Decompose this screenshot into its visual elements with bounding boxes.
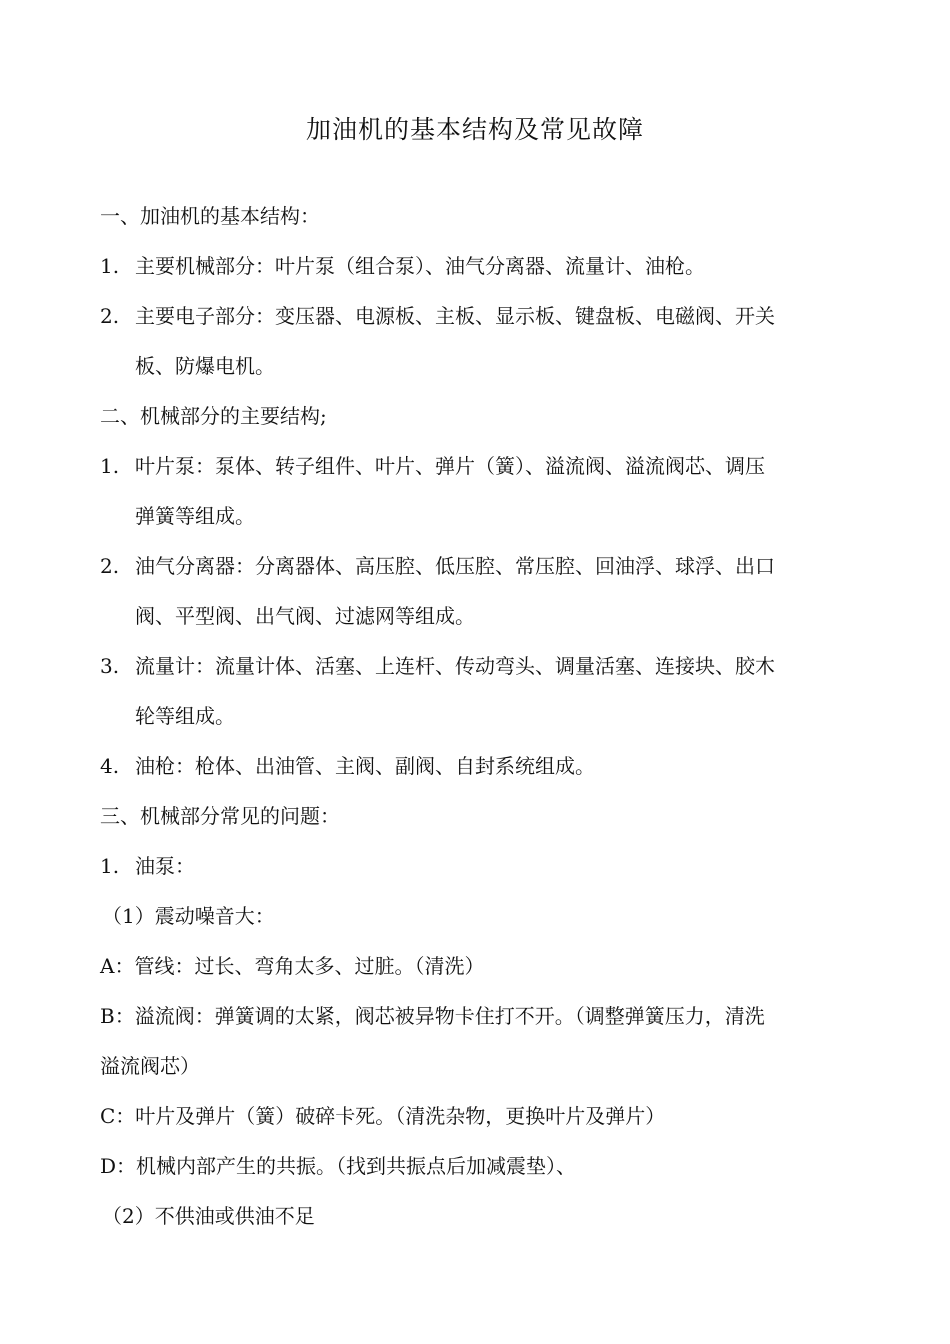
list-item bbox=[100, 441, 852, 491]
item-number: 2. bbox=[100, 554, 120, 578]
item-number: 1. bbox=[100, 854, 120, 878]
document-body bbox=[100, 191, 852, 1241]
item-text: 油枪：枪体、出油管、主阀、副阀、自封系统组成。 bbox=[135, 754, 595, 778]
cause-c: C：叶片及弹片（簧）破碎卡死。（清洗杂物，更换叶片及弹片） bbox=[100, 1104, 666, 1128]
item-text: 油泵： bbox=[135, 854, 195, 878]
item-text: 阀、平型阀、出气阀、过滤网等组成。 bbox=[135, 604, 475, 628]
list-item-continuation bbox=[100, 691, 852, 741]
item-number: 3. bbox=[100, 654, 120, 678]
cause-a: A：管线：过长、弯角太多、过脏。（清洗） bbox=[100, 954, 485, 978]
item-text: 弹簧等组成。 bbox=[135, 504, 255, 528]
subheading-1: （1）震动噪音大： bbox=[102, 904, 275, 928]
list-item bbox=[100, 291, 852, 341]
cause-b-continuation: 溢流阀芯） bbox=[100, 1054, 200, 1078]
list-item-continuation bbox=[100, 591, 852, 641]
list-item-continuation bbox=[100, 341, 852, 391]
item-text: 轮等组成。 bbox=[135, 704, 235, 728]
item-text: 油气分离器：分离器体、高压腔、低压腔、常压腔、回油浮、球浮、出口 bbox=[135, 554, 775, 578]
cause-d: D：机械内部产生的共振。（找到共振点后加减震垫）、 bbox=[100, 1154, 577, 1178]
item-text: 叶片泵：泵体、转子组件、叶片、弹片（簧）、溢流阀、溢流阀芯、调压 bbox=[135, 454, 765, 478]
item-text: 板、防爆电机。 bbox=[135, 354, 275, 378]
list-item bbox=[100, 641, 852, 691]
item-text: 主要电子部分：变压器、电源板、主板、显示板、键盘板、电磁阀、开关 bbox=[135, 304, 775, 328]
item-number: 2. bbox=[100, 304, 120, 328]
item-number: 1. bbox=[100, 254, 120, 278]
item-number: 1. bbox=[100, 454, 120, 478]
list-item bbox=[100, 741, 852, 791]
item-text: 流量计：流量计体、活塞、上连杆、传动弯头、调量活塞、连接块、胶木 bbox=[135, 654, 775, 678]
subheading-2: （2）不供油或供油不足 bbox=[102, 1204, 315, 1228]
section-heading-2: 二、机械部分的主要结构; bbox=[100, 404, 327, 428]
cause-b: B：溢流阀：弹簧调的太紧，阀芯被异物卡住打不开。（调整弹簧压力，清洗 bbox=[100, 1004, 765, 1028]
list-item bbox=[100, 241, 852, 291]
section-heading-3: 三、机械部分常见的问题： bbox=[100, 804, 340, 828]
item-text: 主要机械部分：叶片泵（组合泵）、油气分离器、流量计、油枪。 bbox=[135, 254, 705, 278]
document-title: 加油机的基本结构及常见故障 bbox=[305, 115, 644, 144]
list-item bbox=[100, 541, 852, 591]
section-heading-1: 一、加油机的基本结构： bbox=[100, 204, 320, 228]
list-item bbox=[100, 841, 852, 891]
list-item-continuation bbox=[100, 491, 852, 541]
item-number: 4. bbox=[100, 754, 120, 778]
